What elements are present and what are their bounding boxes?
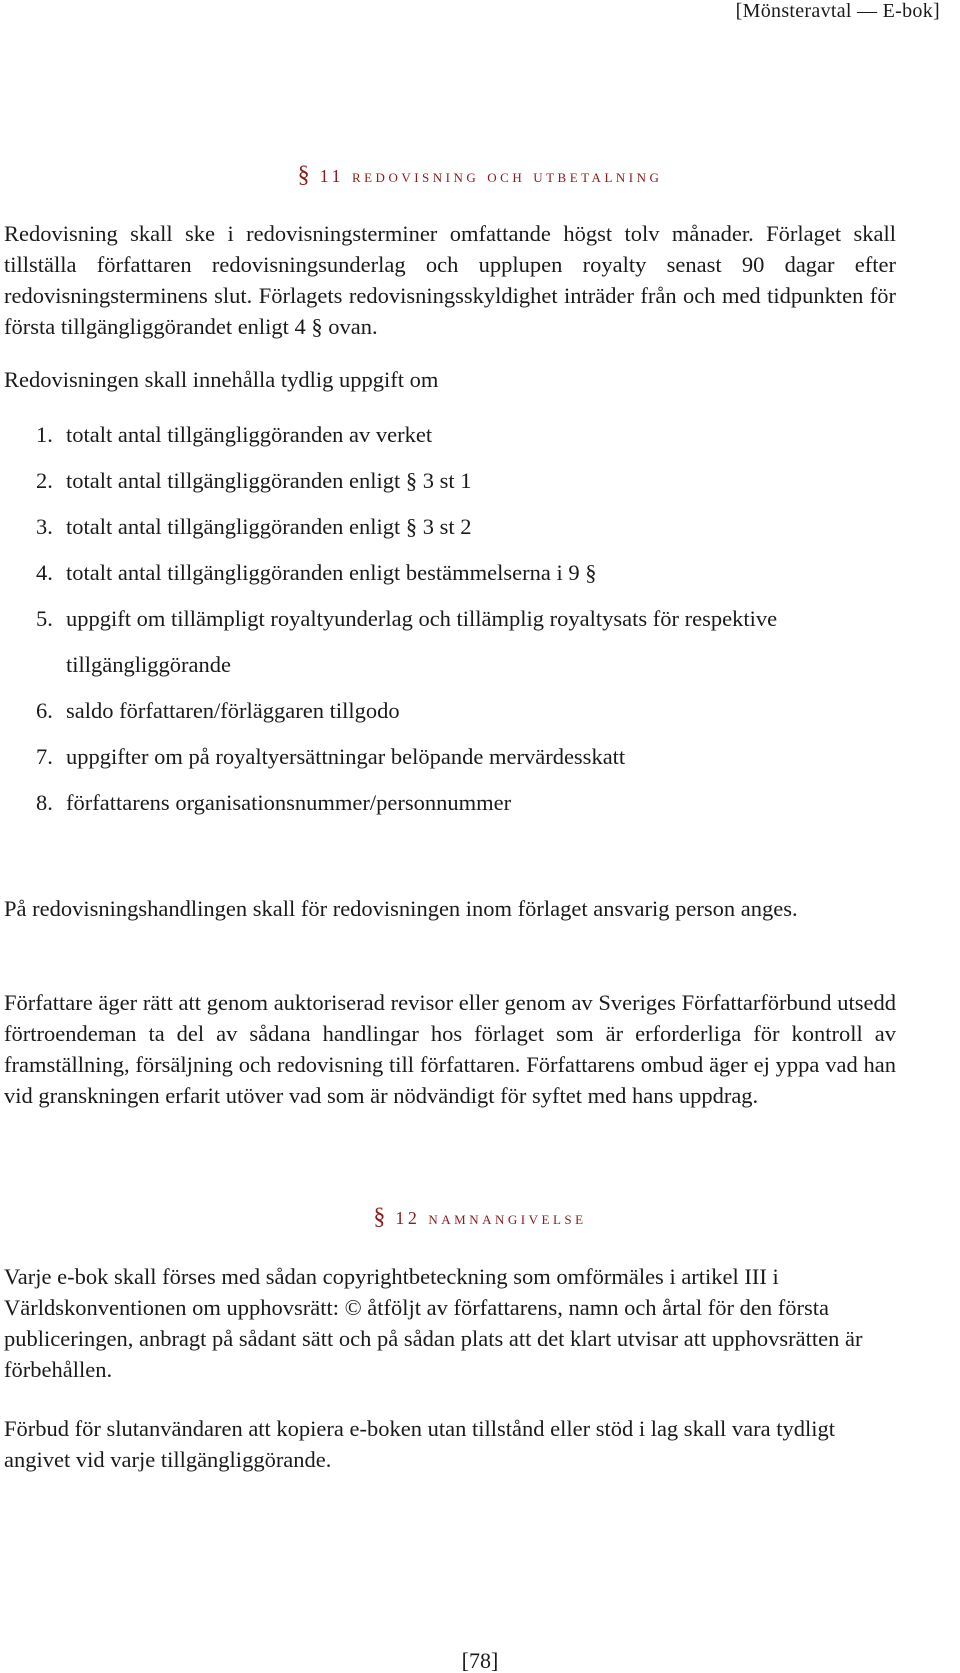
section-title: 11 redovisning och utbetalning <box>319 166 663 186</box>
reporting-items-list <box>36 412 906 826</box>
paragraph-granskning: Författare äger rätt att genom auktoriserad revisor eller genom av Sveriges Författarförbund utsedd förtroendeman ta del av sådana handlingar hos förlaget som är erforderliga för kontroll av framställning, försäljning och redovisning till författaren. Författarens ombud äger ej yppa vad han vid granskningen erfarit utöver vad som är nödvändigt för syftet med hans uppdrag. <box>4 990 896 1108</box>
page-number: [78] <box>461 1648 499 1673</box>
running-header: [Mönsteravtal — E-bok] <box>735 0 940 22</box>
section-heading-11 <box>0 162 960 189</box>
paragraph-redovisning: Redovisning skall ske i redovisningsterminer omfattande högst tolv månader. Förlaget skall tillställa författaren redovisningsunderlag och upplupen royalty senast 90 dagar efter redovisningsterminens slut. Förlagets redovisningsskyldighet inträder från och med tidpunkten för första tillgängliggörandet enligt 4 § ovan. <box>4 221 896 339</box>
list-item: 2. totalt antal tillgängliggöranden enligt § 3 st 1 <box>36 468 472 493</box>
list-item: 3. totalt antal tillgängliggöranden enligt § 3 st 2 <box>36 514 472 539</box>
paragraph-copyright: Varje e-bok skall förses med sådan copyrightbeteckning som omförmäles i artikel III i Världskonventionen om upphovsrätt: © åtföljt av författarens, namn och årtal för den första publiceringen, anbragt på sådant sätt och på sådan plats att det klart utvisar att upphovsrätten är förbehållen. <box>4 1264 863 1382</box>
list-item: 1. totalt antal tillgängliggöranden av verket <box>36 422 433 447</box>
paragraph-innehall: Redovisningen skall innehålla tydlig uppgift om <box>4 367 439 392</box>
section-symbol: § <box>297 162 310 188</box>
list-item: 4. totalt antal tillgängliggöranden enligt bestämmelserna i 9 § <box>36 560 597 585</box>
section-symbol: § <box>373 1204 386 1230</box>
list-item: 5. uppgift om tillämpligt royaltyunderlag och tillämplig royaltysats för respektive tillgängliggörande <box>36 606 778 677</box>
list-item: 6. saldo författaren/förläggaren tillgodo <box>36 698 400 723</box>
list-item: 7. uppgifter om på royaltyersättningar belöpande mervärdesskatt <box>36 744 626 769</box>
list-item: 8. författarens organisationsnummer/personnummer <box>36 790 512 815</box>
section-title: 12 namnangivelse <box>395 1208 587 1228</box>
section-heading-12 <box>0 1204 960 1231</box>
paragraph-forbud: Förbud för slutanvändaren att kopiera e-boken utan tillstånd eller stöd i lag skall vara tydligt angivet vid varje tillgängliggörande. <box>4 1416 836 1472</box>
paragraph-ansvarig: På redovisningshandlingen skall för redovisningen inom förlaget ansvarig person anges. <box>4 896 798 921</box>
